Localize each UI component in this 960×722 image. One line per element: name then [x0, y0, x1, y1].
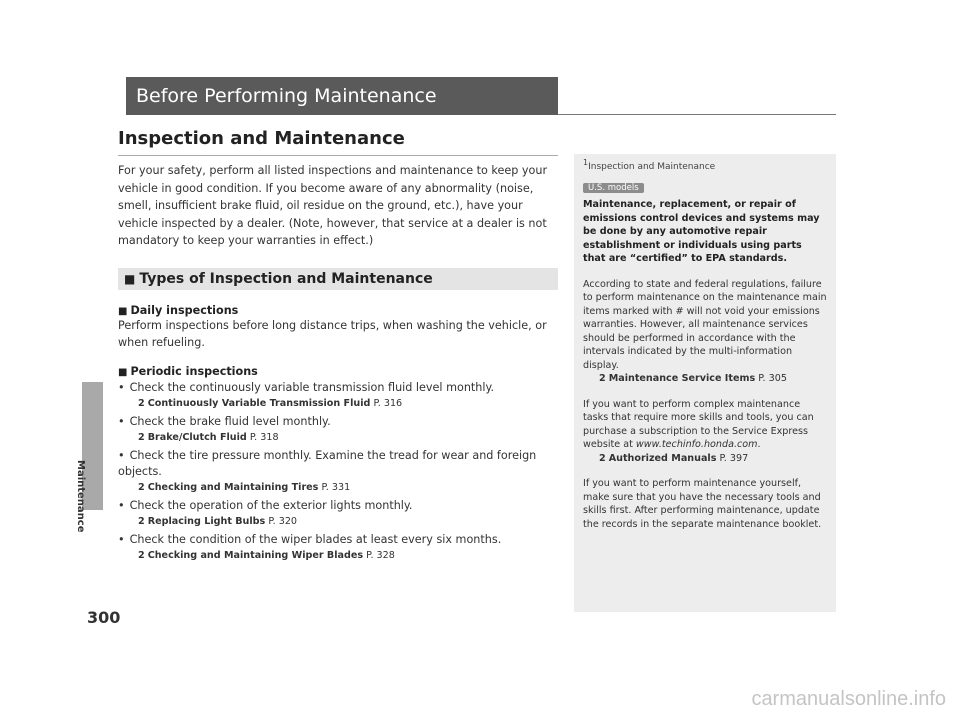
- cross-reference[interactable]: 2 Checking and Maintaining Tires P. 331: [138, 481, 351, 493]
- cross-reference[interactable]: 2 Authorized Manuals P. 397: [599, 452, 749, 464]
- page-number: 300: [87, 608, 121, 627]
- note-marker-icon: 1: [583, 158, 589, 167]
- ref-arrow-icon: 2: [138, 431, 145, 443]
- periodic-list: [118, 380, 558, 561]
- bullet-icon: •: [118, 448, 125, 462]
- square-icon: ■: [118, 366, 128, 378]
- square-icon: ■: [118, 305, 128, 317]
- cross-reference[interactable]: 2 Continuously Variable Transmission Fluid P. 316: [138, 397, 403, 409]
- sidebar-bold-text: Maintenance, replacement, or repair of emissions control devices and systems may be done by any automotive repair establishment or individuals using parts that are “certified” to EPA standards.: [583, 199, 820, 264]
- daily-heading: [118, 304, 558, 317]
- list-item: • Check the continuously variable transmission fluid level monthly.: [118, 380, 495, 394]
- bullet-icon: •: [118, 380, 125, 394]
- ref-arrow-icon: 2: [599, 452, 606, 464]
- square-icon: ■: [124, 271, 136, 286]
- page-title: Inspection and Maintenance: [118, 128, 558, 156]
- models-badge: U.S. models: [583, 183, 644, 193]
- ref-arrow-icon: 2: [138, 481, 145, 493]
- watermark: carmanualsonline.info: [751, 688, 946, 710]
- sidebar-note: [574, 154, 836, 612]
- bullet-icon: •: [118, 414, 125, 428]
- list-item: • Check the tire pressure monthly. Examine the tread for wear and foreign objects.: [118, 448, 537, 478]
- main-content: [118, 128, 558, 566]
- ref-arrow-icon: 2: [138, 397, 145, 409]
- sidebar-paragraph: If you want to perform complex maintenance tasks that require more skills and tools, you can purchase a subscription to the Service Express website at www.techinfo.honda.com.: [583, 398, 814, 450]
- subsection-header: [118, 268, 558, 290]
- cross-reference[interactable]: 2 Checking and Maintaining Wiper Blades P. 328: [138, 549, 395, 561]
- bullet-icon: •: [118, 532, 125, 546]
- ref-arrow-icon: 2: [138, 549, 145, 561]
- daily-text: Perform inspections before long distance trips, when washing the vehicle, or when refueling.: [118, 318, 547, 349]
- sidebar-paragraph: If you want to perform maintenance yourself, make sure that you have the necessary tools and skills first. After performing maintenance, update the records in the separate maintenance booklet.: [583, 478, 822, 530]
- sidebar-title: 1Inspection and Maintenance: [583, 158, 716, 172]
- cross-reference[interactable]: 2 Brake/Clutch Fluid P. 318: [138, 431, 279, 443]
- section-header: Before Performing Maintenance: [126, 77, 558, 115]
- website-link[interactable]: www.techinfo.honda.com: [635, 439, 758, 450]
- ref-arrow-icon: 2: [599, 373, 606, 384]
- ref-arrow-icon: 2: [138, 515, 145, 527]
- section-rule: [558, 114, 836, 115]
- sidebar-paragraph: According to state and federal regulations, failure to perform maintenance on the maintenance main items marked with # will not void your emissions warranties. However, all maintenance services should be performed in accordance with the intervals indicated by the multi-information display.: [583, 278, 827, 371]
- daily-heading-text: Daily inspections: [130, 303, 239, 317]
- list-item: • Check the brake fluid level monthly.: [118, 414, 331, 428]
- periodic-heading-text: Periodic inspections: [130, 364, 258, 378]
- cross-reference[interactable]: 2 Replacing Light Bulbs P. 320: [138, 515, 298, 527]
- periodic-heading: [118, 365, 558, 378]
- list-item: • Check the condition of the wiper blades at least every six months.: [118, 532, 502, 546]
- cross-reference[interactable]: 2 Maintenance Service Items P. 305: [599, 373, 787, 384]
- bullet-icon: •: [118, 498, 125, 512]
- list-item: • Check the operation of the exterior lights monthly.: [118, 498, 413, 512]
- side-tab-label: Maintenance: [75, 460, 86, 533]
- intro-paragraph: For your safety, perform all listed inspections and maintenance to keep your vehicle in good condition. If you become aware of any abnormality (noise, smell, insufficient brake fluid, oil residue on the ground, etc.), have your vehicle inspected by a dealer. (Note, however, that service at a dealer is not mandatory to keep your warranties in effect.): [118, 164, 548, 248]
- subsection-title: Types of Inspection and Maintenance: [139, 270, 433, 287]
